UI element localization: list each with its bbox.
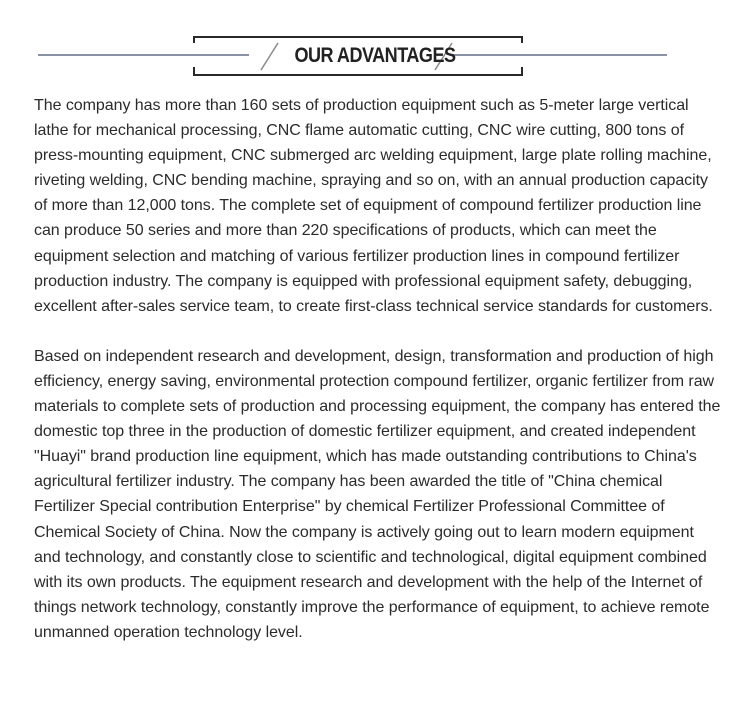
paragraph-research: Based on independent research and development, design, transformation and production of high efficiency, energy saving, environmental protection compound fertilizer, organic fertilizer from raw materials to complete sets of production and processing equipment, the company has entered the domestic top three in the production of domestic fertilizer equipment, and created independent "Huayi" brand production line equipment, which has made outstanding contributions to China's agricultural fertilizer industry. The company has been awarded the title of "China chemical Fertilizer Special contribution Enterprise" by chemical Fertilizer Professional Committee of Chemical Society of China. Now the company is actively going out to learn modern equipment and technology, and constantly close to scientific and technological, digital equipment combined with its own products. The equipment research and development with the help of the Internet of things network technology, constantly improve the performance of equipment, to achieve remote unmanned operation technology level.: [34, 347, 721, 641]
article-body: [34, 93, 724, 645]
paragraph-equipment: The company has more than 160 sets of production equipment such as 5-meter large vertical lathe for mechanical processing, CNC flame automatic cutting, CNC wire cutting, 800 tons of press-mounting equipment, CNC submerged arc welding equipment, large plate rolling machine, riveting welding, CNC bending machine, spraying and so on, with an annual production capacity of more than 12,000 tons. The complete set of equipment of compound fertilizer production line can produce 50 series and more than 220 specifications of products, which can meet the equipment selection and matching of various fertilizer production lines in compound fertilizer production industry. The company is equipped with professional equipment safety, debugging, excellent after-sales service team, to create first-class technical service standards for customers.: [34, 97, 713, 315]
section-header: [0, 34, 750, 78]
page-title: OUR ADVANTAGES: [294, 44, 456, 67]
